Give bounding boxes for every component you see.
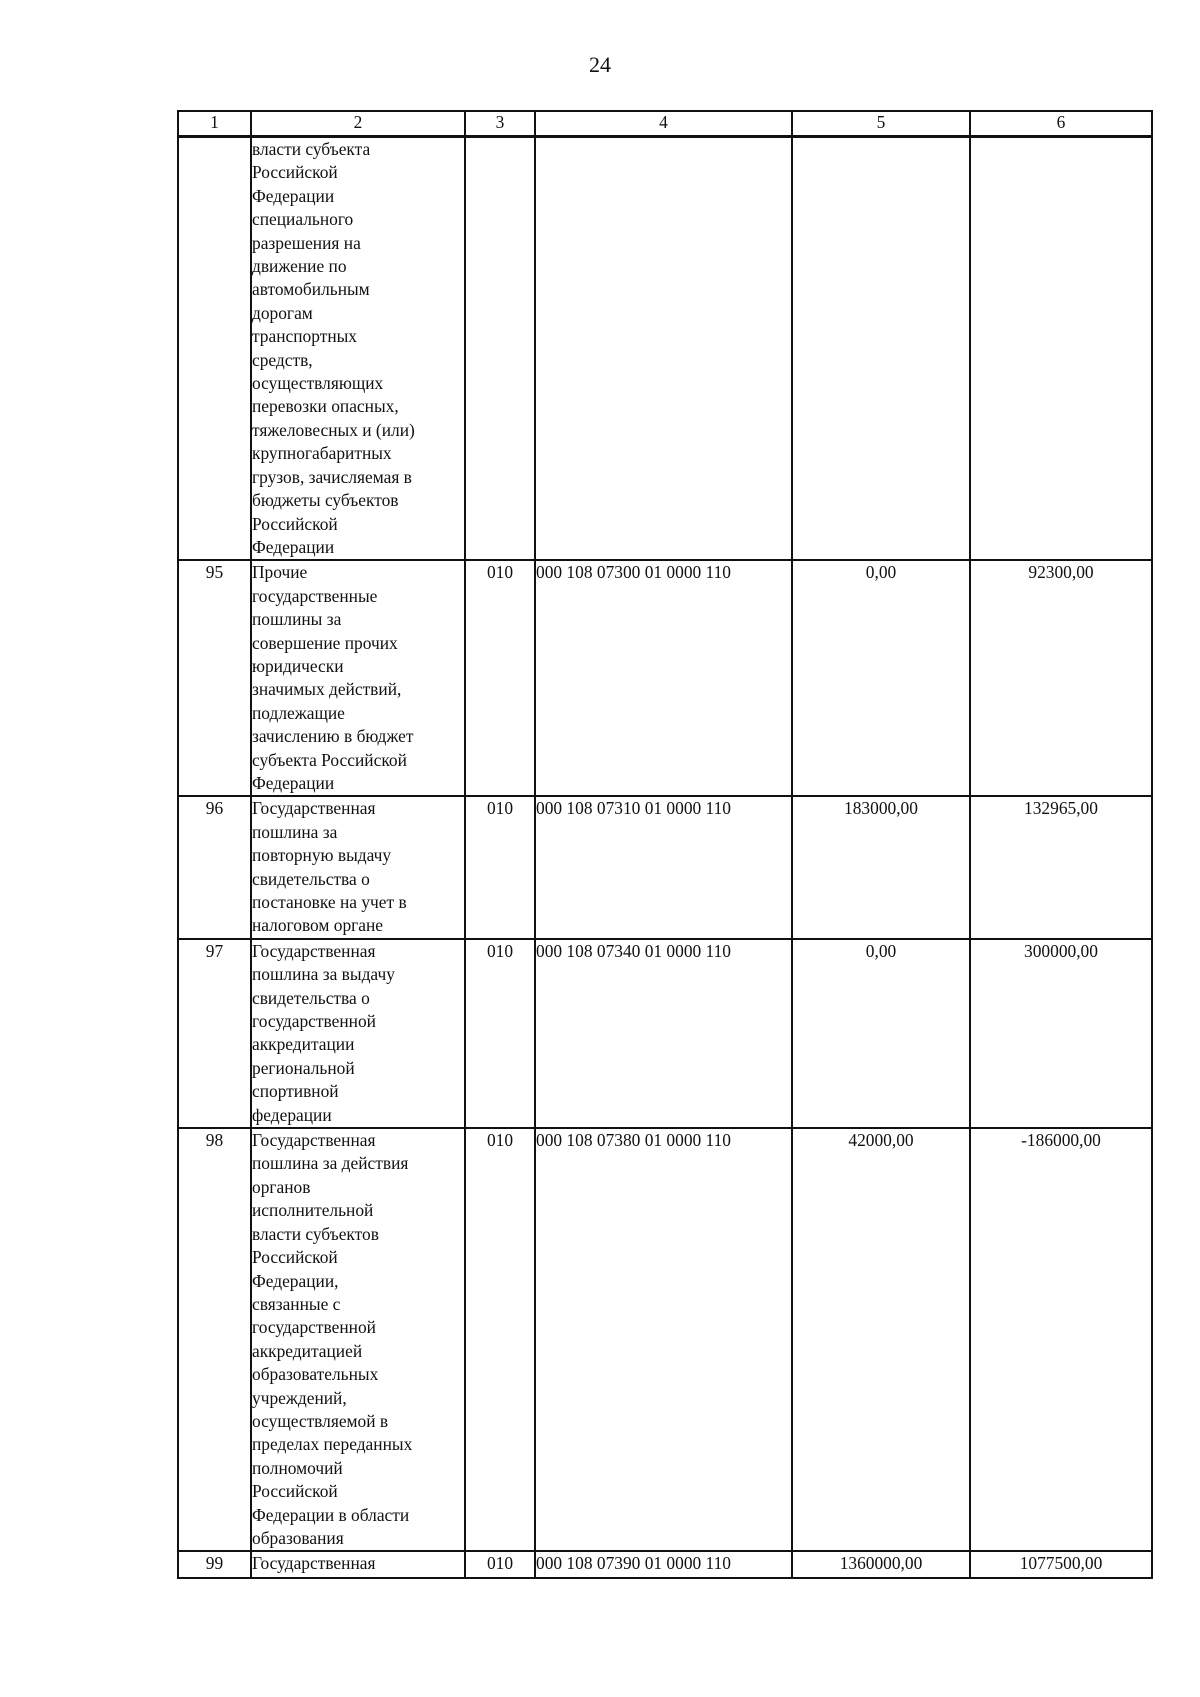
- header-row: [178, 111, 1152, 137]
- budget-classification-code: 000 108 07310 01 0000 110: [535, 796, 792, 938]
- amount-column-5: 0,00: [792, 939, 970, 1128]
- amount-column-6: 1077500,00: [970, 1551, 1152, 1578]
- budget-classification-code: 000 108 07300 01 0000 110: [535, 560, 792, 796]
- amount-column-5: 0,00: [792, 560, 970, 796]
- page-number: 24: [589, 52, 611, 77]
- column-header-5: 5: [792, 111, 970, 137]
- admin-code: 010: [465, 560, 535, 796]
- amount-column-6: 92300,00: [970, 560, 1152, 796]
- admin-code: [465, 137, 535, 561]
- revenue-name: власти субъекта Российской Федерации специального разрешения на движение по автомобильным дорогам транспортных средств, осуществляющих перевозки опасных, тяжеловесных и (или) крупногабаритных грузов, зачисляемая в бюджеты субъектов Российской Федерации: [251, 137, 465, 561]
- revenue-name: Государственная: [251, 1551, 465, 1578]
- column-header-3: 3: [465, 111, 535, 137]
- budget-classification-code: 000 108 07380 01 0000 110: [535, 1128, 792, 1551]
- row-number: 95: [178, 560, 251, 796]
- row-number: 98: [178, 1128, 251, 1551]
- table-row: [178, 1551, 1152, 1578]
- column-header-2: 2: [251, 111, 465, 137]
- amount-column-6: 300000,00: [970, 939, 1152, 1128]
- revenue-name: Государственная пошлина за действия органов исполнительной власти субъектов Российской Федерации, связанные с государственной аккредитацией образовательных учреждений, осуществляемой в пределах переданных полномочий Российской Федерации в области образования: [251, 1128, 465, 1551]
- table-body: [178, 137, 1152, 1579]
- budget-revenue-table: [177, 110, 1153, 1579]
- amount-column-5: [792, 137, 970, 561]
- admin-code: 010: [465, 1551, 535, 1578]
- admin-code: 010: [465, 1128, 535, 1551]
- row-number: [178, 137, 251, 561]
- column-header-6: 6: [970, 111, 1152, 137]
- row-number: 99: [178, 1551, 251, 1578]
- table-header: [178, 111, 1152, 137]
- column-header-4: 4: [535, 111, 792, 137]
- budget-classification-code: 000 108 07390 01 0000 110: [535, 1551, 792, 1578]
- revenue-name: Государственная пошлина за выдачу свидетельства о государственной аккредитации региональной спортивной федерации: [251, 939, 465, 1128]
- row-number: 97: [178, 939, 251, 1128]
- budget-classification-code: 000 108 07340 01 0000 110: [535, 939, 792, 1128]
- table-row: [178, 796, 1152, 938]
- amount-column-6: 132965,00: [970, 796, 1152, 938]
- table-row: [178, 560, 1152, 796]
- admin-code: 010: [465, 796, 535, 938]
- row-number: 96: [178, 796, 251, 938]
- amount-column-5: 1360000,00: [792, 1551, 970, 1578]
- budget-classification-code: [535, 137, 792, 561]
- amount-column-6: [970, 137, 1152, 561]
- admin-code: 010: [465, 939, 535, 1128]
- column-header-1: 1: [178, 111, 251, 137]
- amount-column-5: 42000,00: [792, 1128, 970, 1551]
- revenue-name: Прочие государственные пошлины за совершение прочих юридически значимых действий, подлежащие зачислению в бюджет субъекта Российской Федерации: [251, 560, 465, 796]
- table-row: [178, 137, 1152, 561]
- amount-column-5: 183000,00: [792, 796, 970, 938]
- table-row: [178, 939, 1152, 1128]
- table-row: [178, 1128, 1152, 1551]
- revenue-name: Государственная пошлина за повторную выдачу свидетельства о постановке на учет в налоговом органе: [251, 796, 465, 938]
- amount-column-6: -186000,00: [970, 1128, 1152, 1551]
